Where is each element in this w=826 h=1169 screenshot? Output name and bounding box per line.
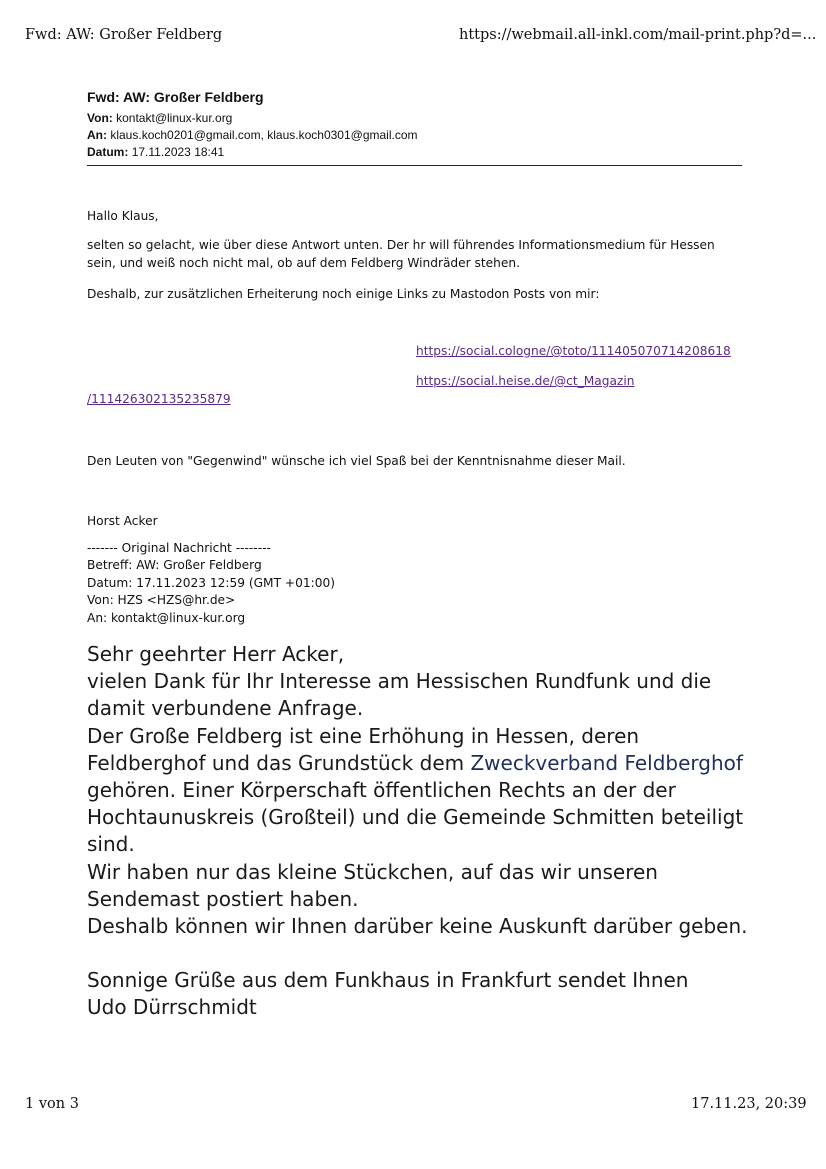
original-date: Datum: 17.11.2023 12:59 (GMT +01:00) [87, 576, 335, 590]
original-subject: Betreff: AW: Großer Feldberg [87, 558, 262, 572]
reply-line: Sehr geehrter Herr Acker, [87, 642, 345, 666]
reply-line: Der Große Feldberg ist eine Erhöhung in Hessen, deren [87, 723, 640, 748]
reply-line: Sendemast postiert haben. [87, 886, 359, 911]
reply-line: sind. [87, 832, 135, 857]
reply-line: vielen Dank für Ihr Interesse am Hessischen Rundfunk und die [87, 669, 712, 694]
mastodon-link-heise[interactable]: https://social.heise.de/@ct_Magazin [416, 374, 635, 388]
paragraph-gegenwind: Den Leuten von "Gegenwind" wünsche ich viel Spaß bei der Kenntnisnahme dieser Mail. [87, 454, 626, 468]
original-separator: ------- Original Nachricht -------- [87, 541, 271, 555]
from-value: kontakt@linux-kur.org [116, 111, 233, 125]
reply-line: Sonnige Grüße aus dem Funkhaus in Frankfurt sendet Ihnen [87, 968, 689, 993]
date-value: 17.11.2023 18:41 [131, 145, 225, 159]
zweckverband-mention: Zweckverband Feldberghof [470, 750, 743, 775]
mastodon-link-heise-continued[interactable]: /111426302135235879 [87, 392, 231, 406]
greeting: Hallo Klaus, [87, 209, 159, 223]
reply-blank-line [87, 940, 748, 967]
mastodon-link-cologne[interactable]: https://social.cologne/@toto/111405070714208618 [416, 344, 731, 358]
header-divider [87, 165, 742, 166]
print-header-url: https://webmail.all-inkl.com/mail-print.php?d=... [459, 27, 817, 43]
reply-line: damit verbundene Anfrage. [87, 696, 364, 721]
to-value: klaus.koch0201@gmail.com, klaus.koch0301@gmail.com [110, 128, 418, 142]
reply-line: Udo Dürrschmidt [87, 995, 257, 1020]
reply-line: Wir haben nur das kleine Stückchen, auf das wir unseren [87, 859, 658, 884]
reply-line: Hochtaunuskreis (Großteil) und die Gemeinde Schmitten beteiligt [87, 805, 744, 830]
original-from: Von: HZS <HZS@hr.de> [87, 593, 236, 607]
date-label: Datum: [87, 145, 129, 159]
mail-to [87, 128, 418, 142]
print-footer-page: 1 von 3 [25, 1096, 79, 1112]
from-label: Von: [87, 111, 113, 125]
reply-line: gehören. Einer Körperschaft öffentlichen Rechts an der der [87, 777, 676, 802]
reply-line: Deshalb können wir Ihnen darüber keine Auskunft darüber geben. [87, 913, 748, 938]
reply-line [87, 750, 748, 777]
mail-from [87, 111, 232, 125]
signature: Horst Acker [87, 514, 158, 528]
paragraph-links-intro: Deshalb, zur zusätzlichen Erheiterung noch einige Links zu Mastodon Posts von mir: [87, 287, 600, 301]
print-header-title: Fwd: AW: Großer Feldberg [25, 27, 223, 43]
mail-date [87, 145, 224, 159]
reply-text: Feldberghof und das Grundstück dem [87, 750, 471, 775]
reply-body [87, 641, 748, 1022]
paragraph-intro: selten so gelacht, wie über diese Antwort unten. Der hr will führendes Informationsmedium für Hessen sein, und weiß noch nicht mal, ob auf dem Feldberg Windräder stehen. [87, 238, 715, 270]
to-label: An: [87, 128, 107, 142]
original-to: An: kontakt@linux-kur.org [87, 611, 246, 625]
print-footer-datetime: 17.11.23, 20:39 [691, 1096, 807, 1112]
mail-subject: Fwd: AW: Großer Feldberg [87, 89, 264, 105]
